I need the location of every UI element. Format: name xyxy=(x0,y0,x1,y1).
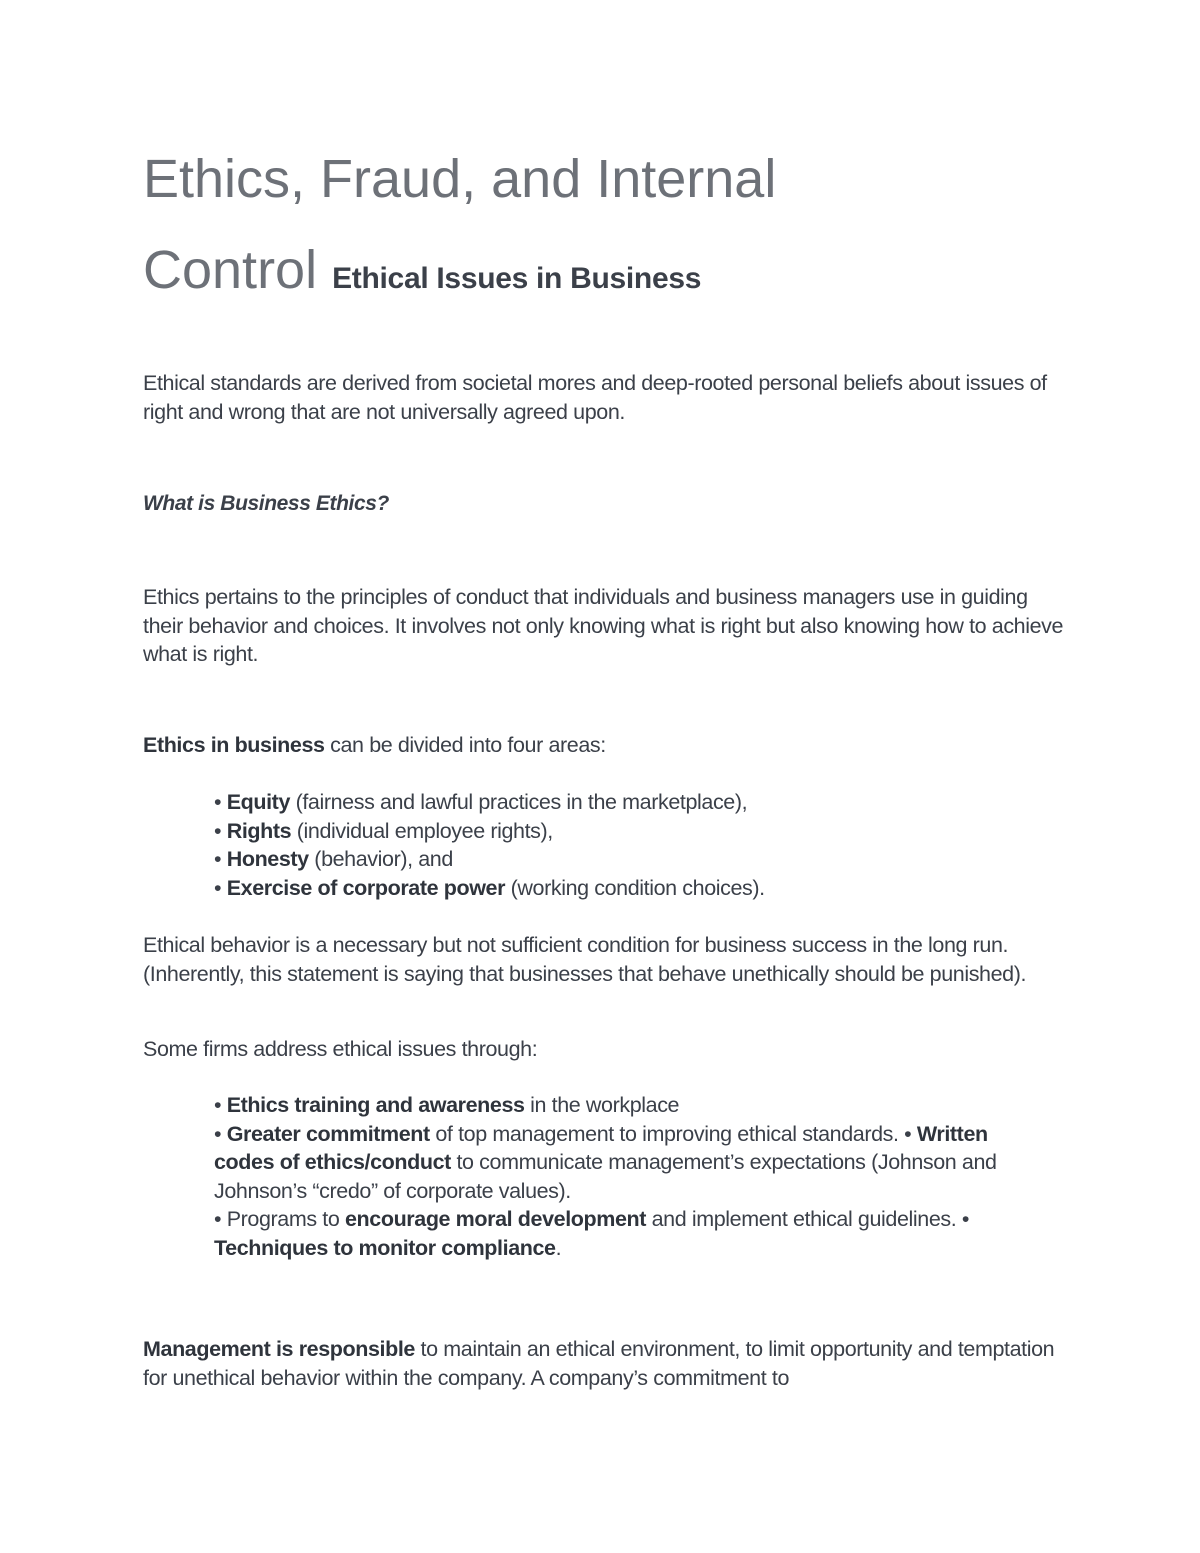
list-item xyxy=(214,874,1074,903)
management-bold: Management is responsible xyxy=(143,1337,415,1361)
management-paragraph xyxy=(143,1335,1073,1392)
definition-paragraph: Ethics pertains to the principles of conduct that individuals and business managers use in guiding their behavior and choices. It involves not only knowing what is right but also knowing how to achieve what is right. xyxy=(143,585,1064,666)
list-item-desc: (behavior), and xyxy=(308,847,453,871)
list-item xyxy=(214,817,1074,846)
list-item xyxy=(214,1207,969,1231)
document-title-word: Control xyxy=(143,240,318,300)
document-title-line-2 xyxy=(143,240,702,300)
areas-intro-bold: Ethics in business xyxy=(143,733,325,757)
management-rest: to maintain an ethical environment, to limit opportunity and temptation for unethical behavior within the company. A company’s commitment to xyxy=(143,1337,1055,1390)
firm-measures-list xyxy=(214,1091,1034,1262)
list-item-term: Exercise of corporate power xyxy=(226,875,506,900)
list-item xyxy=(214,845,1074,874)
list-item xyxy=(214,788,1074,817)
list-item xyxy=(214,1122,917,1146)
list-item-desc: of top management to improving ethical standards. • xyxy=(429,1121,917,1146)
areas-list xyxy=(214,788,1074,902)
list-item-term: Equity xyxy=(226,790,290,814)
areas-intro-rest: can be divided into four areas: xyxy=(324,733,606,757)
list-item-term: Ethics training and awareness xyxy=(226,1093,525,1117)
bullet: • xyxy=(214,875,227,900)
list-item xyxy=(214,1091,1034,1120)
intro-paragraph: Ethical standards are derived from societal mores and deep-rooted personal beliefs about issues of right and wrong that are not universally agreed upon. xyxy=(143,371,1047,424)
list-item-term: Greater commitment xyxy=(226,1121,430,1146)
list-item-term: encourage moral development xyxy=(344,1207,647,1231)
behavior-paragraph: Ethical behavior is a necessary but not sufficient condition for business success in the long run. (Inherently, this statement is saying that businesses that behave unethically should be punished). xyxy=(143,933,1027,986)
list-item-desc: to communicate management’s expectations (Johnson and Johnson’s “credo” of corporate values). xyxy=(214,1150,997,1203)
document-title-line-1: Ethics, Fraud, and Internal xyxy=(143,149,777,209)
list-item-prefix: • xyxy=(214,1093,227,1117)
bullet: • xyxy=(214,790,227,814)
list-item-prefix: • xyxy=(214,1121,227,1146)
list-item-term: Rights xyxy=(226,818,292,843)
list-item-term: Written codes of ethics/conduct xyxy=(214,1121,988,1174)
bullet: • xyxy=(214,847,227,871)
section-heading-business-ethics: What is Business Ethics? xyxy=(143,492,389,515)
list-item-desc: . xyxy=(555,1235,562,1260)
areas-intro xyxy=(143,731,1073,760)
list-item-desc: (individual employee rights), xyxy=(291,818,553,843)
list-item-term: Techniques to monitor compliance xyxy=(214,1235,556,1260)
document-subtitle: Ethical Issues in Business xyxy=(332,262,702,295)
list-item-prefix: • Programs to xyxy=(214,1207,345,1231)
list-item-desc: in the workplace xyxy=(524,1093,680,1117)
list-item-term: Honesty xyxy=(226,847,309,871)
list-item-desc: (fairness and lawful practices in the marketplace), xyxy=(290,790,748,814)
list-item-desc: and implement ethical guidelines. • xyxy=(646,1207,970,1231)
list-item-desc: (working condition choices). xyxy=(505,875,765,900)
bullet: • xyxy=(214,818,227,843)
firms-intro: Some firms address ethical issues through: xyxy=(143,1037,538,1061)
list-item xyxy=(214,1236,561,1260)
